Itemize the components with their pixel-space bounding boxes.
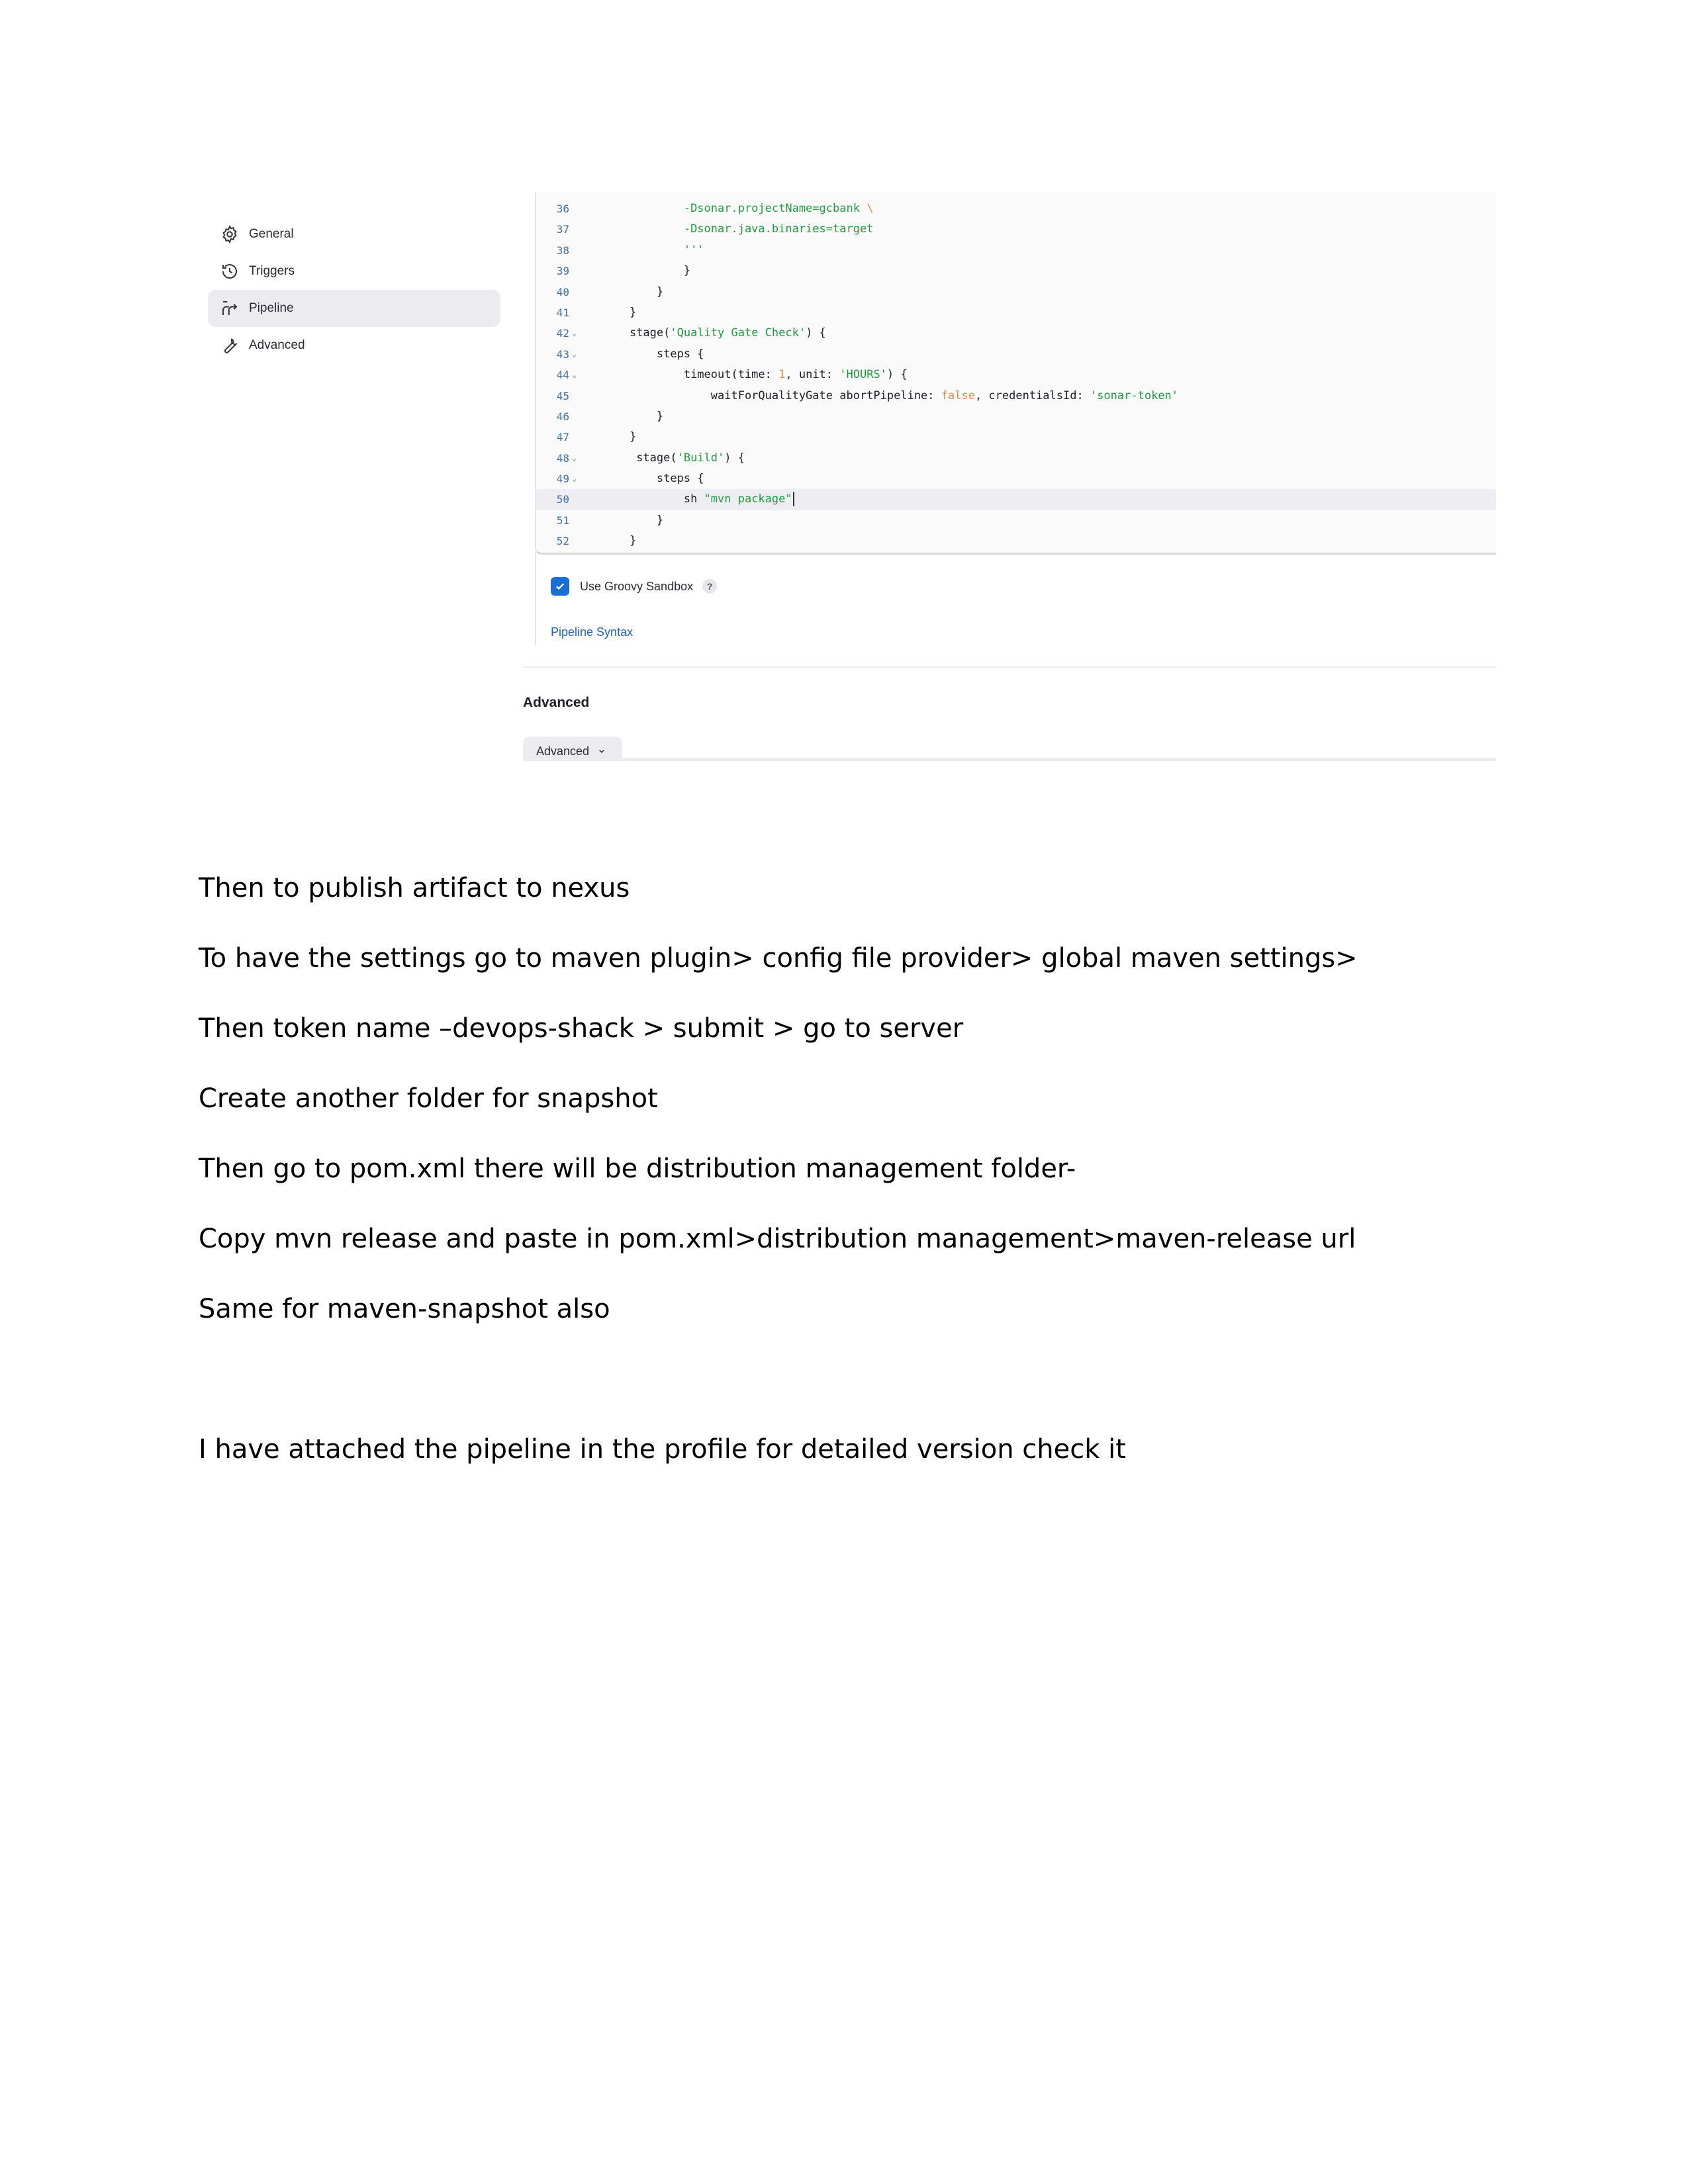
sidebar-item-label: Advanced	[249, 338, 305, 352]
fold-chevron-icon[interactable]: ⌄	[572, 453, 577, 463]
line-number: 46	[556, 410, 569, 423]
code-text	[602, 386, 1178, 406]
line-number: 50	[556, 493, 569, 506]
fold-chevron-icon[interactable]: ⌄	[572, 328, 577, 338]
doc-paragraph: Then go to pom.xml there will be distribution management folder-	[199, 1154, 1076, 1184]
code-line	[536, 199, 1496, 219]
code-token: }	[629, 430, 637, 444]
code-token: stage(	[629, 326, 671, 340]
sidebar-item-label: Triggers	[249, 264, 295, 278]
code-token: sh	[629, 492, 704, 506]
doc-paragraph: To have the settings go to maven plugin> config file provider> global maven settings>	[199, 943, 1358, 974]
doc-paragraph: Then to publish artifact to nexus	[199, 873, 630, 903]
text-cursor	[793, 492, 794, 506]
code-text	[602, 510, 663, 531]
code-token: waitForQualityGate abortPipeline:	[629, 388, 941, 402]
code-line	[536, 219, 1496, 240]
code-line	[536, 427, 1496, 447]
code-lines	[536, 199, 1496, 552]
code-text	[602, 365, 908, 385]
code-token: 'Quality Gate Check'	[670, 326, 806, 340]
code-line	[536, 531, 1496, 551]
pipeline-script-editor[interactable]	[535, 192, 1496, 555]
code-text	[602, 448, 745, 469]
line-number: 36	[556, 203, 569, 215]
groovy-sandbox-option	[551, 577, 717, 596]
code-line	[536, 282, 1496, 302]
doc-paragraph: Same for maven-snapshot also	[199, 1294, 610, 1324]
pipeline-icon	[220, 298, 240, 318]
line-number: 41	[556, 306, 569, 319]
code-token: }	[629, 513, 664, 527]
code-token: stage(	[629, 451, 677, 465]
code-token: 'sonar-token'	[1090, 388, 1179, 402]
sidebar-item-pipeline[interactable]	[208, 290, 500, 327]
code-line	[536, 406, 1496, 427]
code-token: '''	[629, 243, 704, 257]
code-line	[536, 448, 1496, 469]
code-text	[602, 199, 873, 219]
wrench-icon	[220, 336, 240, 355]
code-text	[602, 323, 826, 343]
section-divider	[523, 666, 1496, 668]
code-text	[602, 261, 690, 281]
code-text	[602, 469, 704, 489]
code-token: , unit:	[785, 368, 840, 382]
advanced-dropdown-button[interactable]	[523, 737, 622, 761]
help-icon[interactable]: ?	[702, 579, 717, 594]
code-line	[536, 261, 1496, 281]
line-number: 37	[556, 223, 569, 236]
checkmark-icon	[554, 580, 566, 592]
code-token: ) {	[886, 368, 908, 382]
code-token: 'Build'	[677, 451, 725, 465]
code-token: -Dsonar.projectName=gcbank	[629, 202, 867, 215]
code-token: steps {	[629, 472, 704, 486]
code-line	[536, 386, 1496, 406]
code-token: 'HOURS'	[839, 368, 887, 382]
sidebar-item-general[interactable]	[208, 216, 500, 253]
code-token: }	[629, 285, 664, 298]
code-token: -Dsonar.java.binaries=target	[629, 222, 874, 236]
code-token: steps {	[629, 347, 704, 361]
code-line	[536, 344, 1496, 365]
code-token: ) {	[806, 326, 826, 340]
line-number: 48	[556, 451, 569, 465]
line-number: 44	[556, 369, 569, 382]
code-text	[602, 302, 636, 323]
code-text	[602, 240, 704, 261]
code-line	[536, 302, 1496, 323]
code-line	[536, 489, 1496, 510]
code-text	[602, 489, 794, 510]
line-number: 45	[556, 389, 569, 402]
sidebar-item-label: General	[249, 227, 294, 241]
code-line	[536, 240, 1496, 261]
line-number: 39	[556, 265, 569, 278]
code-line	[536, 510, 1496, 531]
code-token: }	[629, 264, 691, 278]
line-number: 52	[556, 535, 569, 548]
line-number: 47	[556, 431, 569, 444]
sidebar-item-label: Pipeline	[249, 301, 294, 315]
code-text	[602, 406, 663, 427]
fold-chevron-icon[interactable]: ⌄	[572, 370, 577, 380]
line-number: 38	[556, 244, 569, 257]
line-number: 49	[556, 473, 569, 486]
clock-icon	[220, 261, 240, 281]
section-divider	[523, 758, 1496, 761]
code-token: timeout(time:	[629, 368, 779, 382]
code-line	[536, 469, 1496, 489]
code-token: 1	[778, 368, 786, 382]
fold-chevron-icon[interactable]: ⌄	[572, 474, 577, 484]
code-line	[536, 323, 1496, 343]
sidebar-item-triggers[interactable]	[208, 253, 500, 290]
groovy-sandbox-checkbox[interactable]	[551, 577, 569, 596]
chevron-down-icon	[597, 747, 606, 756]
code-text	[602, 219, 873, 240]
code-token: "mvn package"	[704, 492, 792, 506]
code-text	[602, 531, 636, 551]
line-number: 43	[556, 347, 569, 361]
code-text	[602, 282, 663, 302]
jenkins-config-screenshot	[199, 192, 1496, 761]
code-token: }	[629, 305, 637, 319]
line-number: 42	[556, 327, 569, 340]
code-token: }	[629, 534, 637, 548]
line-number: 40	[556, 285, 569, 298]
code-token: }	[629, 409, 664, 423]
code-text	[602, 344, 704, 365]
doc-paragraph: I have attached the pipeline in the profile for detailed version check it	[199, 1434, 1126, 1465]
code-token: \	[867, 202, 874, 215]
doc-paragraph: Then token name –devops-shack > submit > go to server	[199, 1013, 964, 1044]
code-token: , credentialsId:	[974, 388, 1090, 402]
pipeline-syntax-link[interactable]: Pipeline Syntax	[551, 625, 633, 639]
code-token: false	[941, 388, 975, 402]
gear-icon	[220, 224, 240, 244]
section-divider	[535, 553, 536, 645]
line-number: 51	[556, 514, 569, 527]
code-token: ) {	[724, 451, 745, 465]
advanced-button-label: Advanced	[536, 744, 590, 758]
code-text	[602, 427, 636, 447]
sidebar-item-advanced[interactable]	[208, 327, 500, 364]
groovy-sandbox-label: Use Groovy Sandbox	[580, 579, 694, 593]
doc-paragraph: Copy mvn release and paste in pom.xml>distribution management>maven-release url	[199, 1224, 1356, 1254]
advanced-section-heading: Advanced	[523, 695, 590, 710]
fold-chevron-icon[interactable]: ⌄	[572, 349, 577, 359]
code-line	[536, 365, 1496, 385]
doc-paragraph: Create another folder for snapshot	[199, 1083, 658, 1114]
